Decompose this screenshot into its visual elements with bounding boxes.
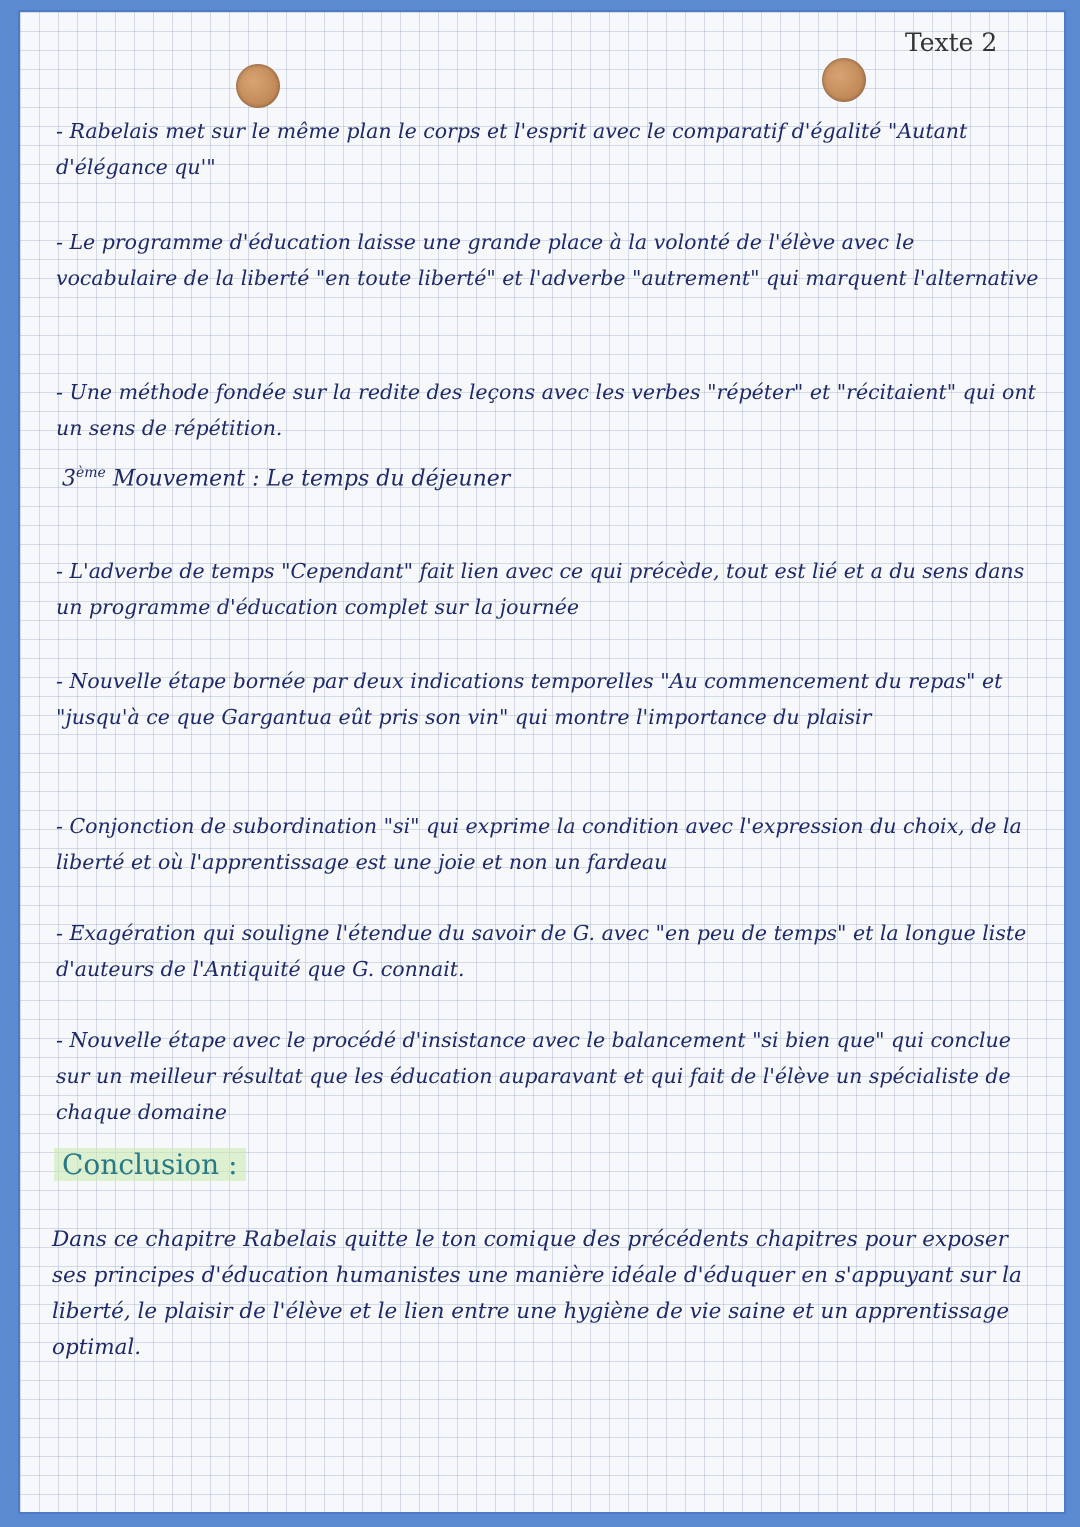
highlighted-phrase: verbes: [631, 380, 701, 404]
text-segment: ": [653, 669, 670, 693]
text-segment: ": [881, 119, 898, 143]
text-segment: ": [700, 380, 717, 404]
text-segment: -: [56, 814, 70, 838]
text-segment: - Nouvelle étape avec le: [56, 1028, 312, 1052]
highlighted-phrase: adverbe de temps: [88, 559, 275, 583]
text-segment: " qui exprime la condition avec l'expression du choix, de la liberté et où l'apprentissage est une joie et non un fardeau: [56, 814, 1022, 874]
highlighted-phrase: procédé d'insistance: [311, 1028, 526, 1052]
conclusion-title: Conclusion :: [54, 1148, 246, 1181]
highlighted-phrase: jusqu'à ce que Gargantua eût pris son vin: [65, 705, 499, 729]
text-segment: " qui conclue sur un meilleur résultat que les éducation auparavant et qui fait de l'élève un spécialiste de chaque domaine: [56, 1028, 1011, 1124]
paragraph-5: [56, 663, 1041, 735]
highlighted-phrase: répéter: [716, 380, 794, 404]
text-segment: " qui montre l'importance du plaisir: [498, 705, 872, 729]
text-segment: .: [275, 416, 283, 440]
paragraph-6: [56, 808, 1041, 880]
text-segment: " et l': [486, 266, 542, 290]
conclusion-text: Dans ce chapitre Rabelais quitte le ton comique des précédents chapitres pour exposer ses principes d'éducation humanistes une manière idéale d'éduquer en s'appuyant sur la liberté, le plaisir de l'élève et le lien entre une hygiène de vie saine et un apprentissage optimal.: [52, 1227, 1022, 1360]
text-segment: ": [377, 814, 394, 838]
highlighted-phrase: adverbe: [541, 266, 626, 290]
highlighted-phrase: Au commencement du repas: [669, 669, 966, 693]
paragraph-8: [56, 1022, 1041, 1130]
text-segment: " qui marquent: [750, 266, 914, 290]
paragraph-1: [56, 113, 1041, 185]
highlighted-phrase: Cependant: [290, 559, 404, 583]
text-segment: - Rabelais met sur le même plan le corps et l'esprit avec le: [56, 119, 673, 143]
text-segment: -: [56, 921, 70, 945]
highlighted-phrase: Conjonction de subordination: [69, 814, 378, 838]
highlighted-phrase: deux indications temporelles: [353, 669, 654, 693]
highlighted-phrase: récitaient: [846, 380, 947, 404]
binder-hole-left: [236, 64, 280, 108]
page-label: Texte 2: [905, 28, 998, 57]
text-segment: " qui ont un sens de: [56, 380, 1036, 440]
text-segment: ": [309, 266, 326, 290]
highlighted-phrase: l'alternative: [913, 266, 1039, 290]
text-segment: avec le balancement ": [525, 1028, 762, 1052]
text-segment: - Une méthode fondée sur la redite des leçons avec les: [56, 380, 632, 404]
paragraph-7: [56, 915, 1041, 987]
movement-number: 3: [62, 466, 76, 492]
paragraph-2: [56, 224, 1041, 296]
movement-title: Mouvement : Le temps du déjeuner: [112, 466, 511, 492]
text-segment: ": [274, 559, 291, 583]
highlighted-phrase: en toute liberté: [325, 266, 487, 290]
movement-heading: [62, 465, 510, 491]
binder-hole-right: [822, 58, 866, 102]
highlighted-phrase: répétition: [173, 416, 276, 440]
highlighted-phrase: Exagération: [69, 921, 196, 945]
movement-suffix: ème: [76, 465, 106, 481]
text-segment: " et la longue liste d'auteurs de l'Antiquité que G. connait.: [56, 921, 1027, 981]
highlighted-phrase: comparatif d'égalité: [672, 119, 882, 143]
highlighted-phrase: autrement: [641, 266, 751, 290]
text-segment: " fait lien avec ce qui précède, tout est lié et a du sens dans un programme d'éducation complet sur la journée: [56, 559, 1025, 619]
paragraph-3: [56, 374, 1041, 446]
text-segment: " et ": [56, 669, 1003, 729]
highlighted-phrase: vocabulaire de la liberté: [56, 266, 310, 290]
highlighted-phrase: Autant d'élégance qu': [56, 119, 968, 179]
text-segment: qui souligne l'étendue du savoir de G. avec ": [195, 921, 665, 945]
highlighted-phrase: si bien que: [761, 1028, 876, 1052]
text-segment: " et ": [793, 380, 847, 404]
text-segment: - L': [56, 559, 89, 583]
text-segment: - Nouvelle étape bornée par: [56, 669, 354, 693]
highlighted-phrase: en peu de temps: [664, 921, 838, 945]
text-segment: ": [206, 155, 216, 179]
highlighted-phrase: si: [393, 814, 411, 838]
text-segment: - Le programme d'éducation laisse une grande place à la volonté de l'élève avec le: [56, 230, 915, 254]
text-segment: ": [625, 266, 642, 290]
paragraph-4: [56, 553, 1041, 625]
